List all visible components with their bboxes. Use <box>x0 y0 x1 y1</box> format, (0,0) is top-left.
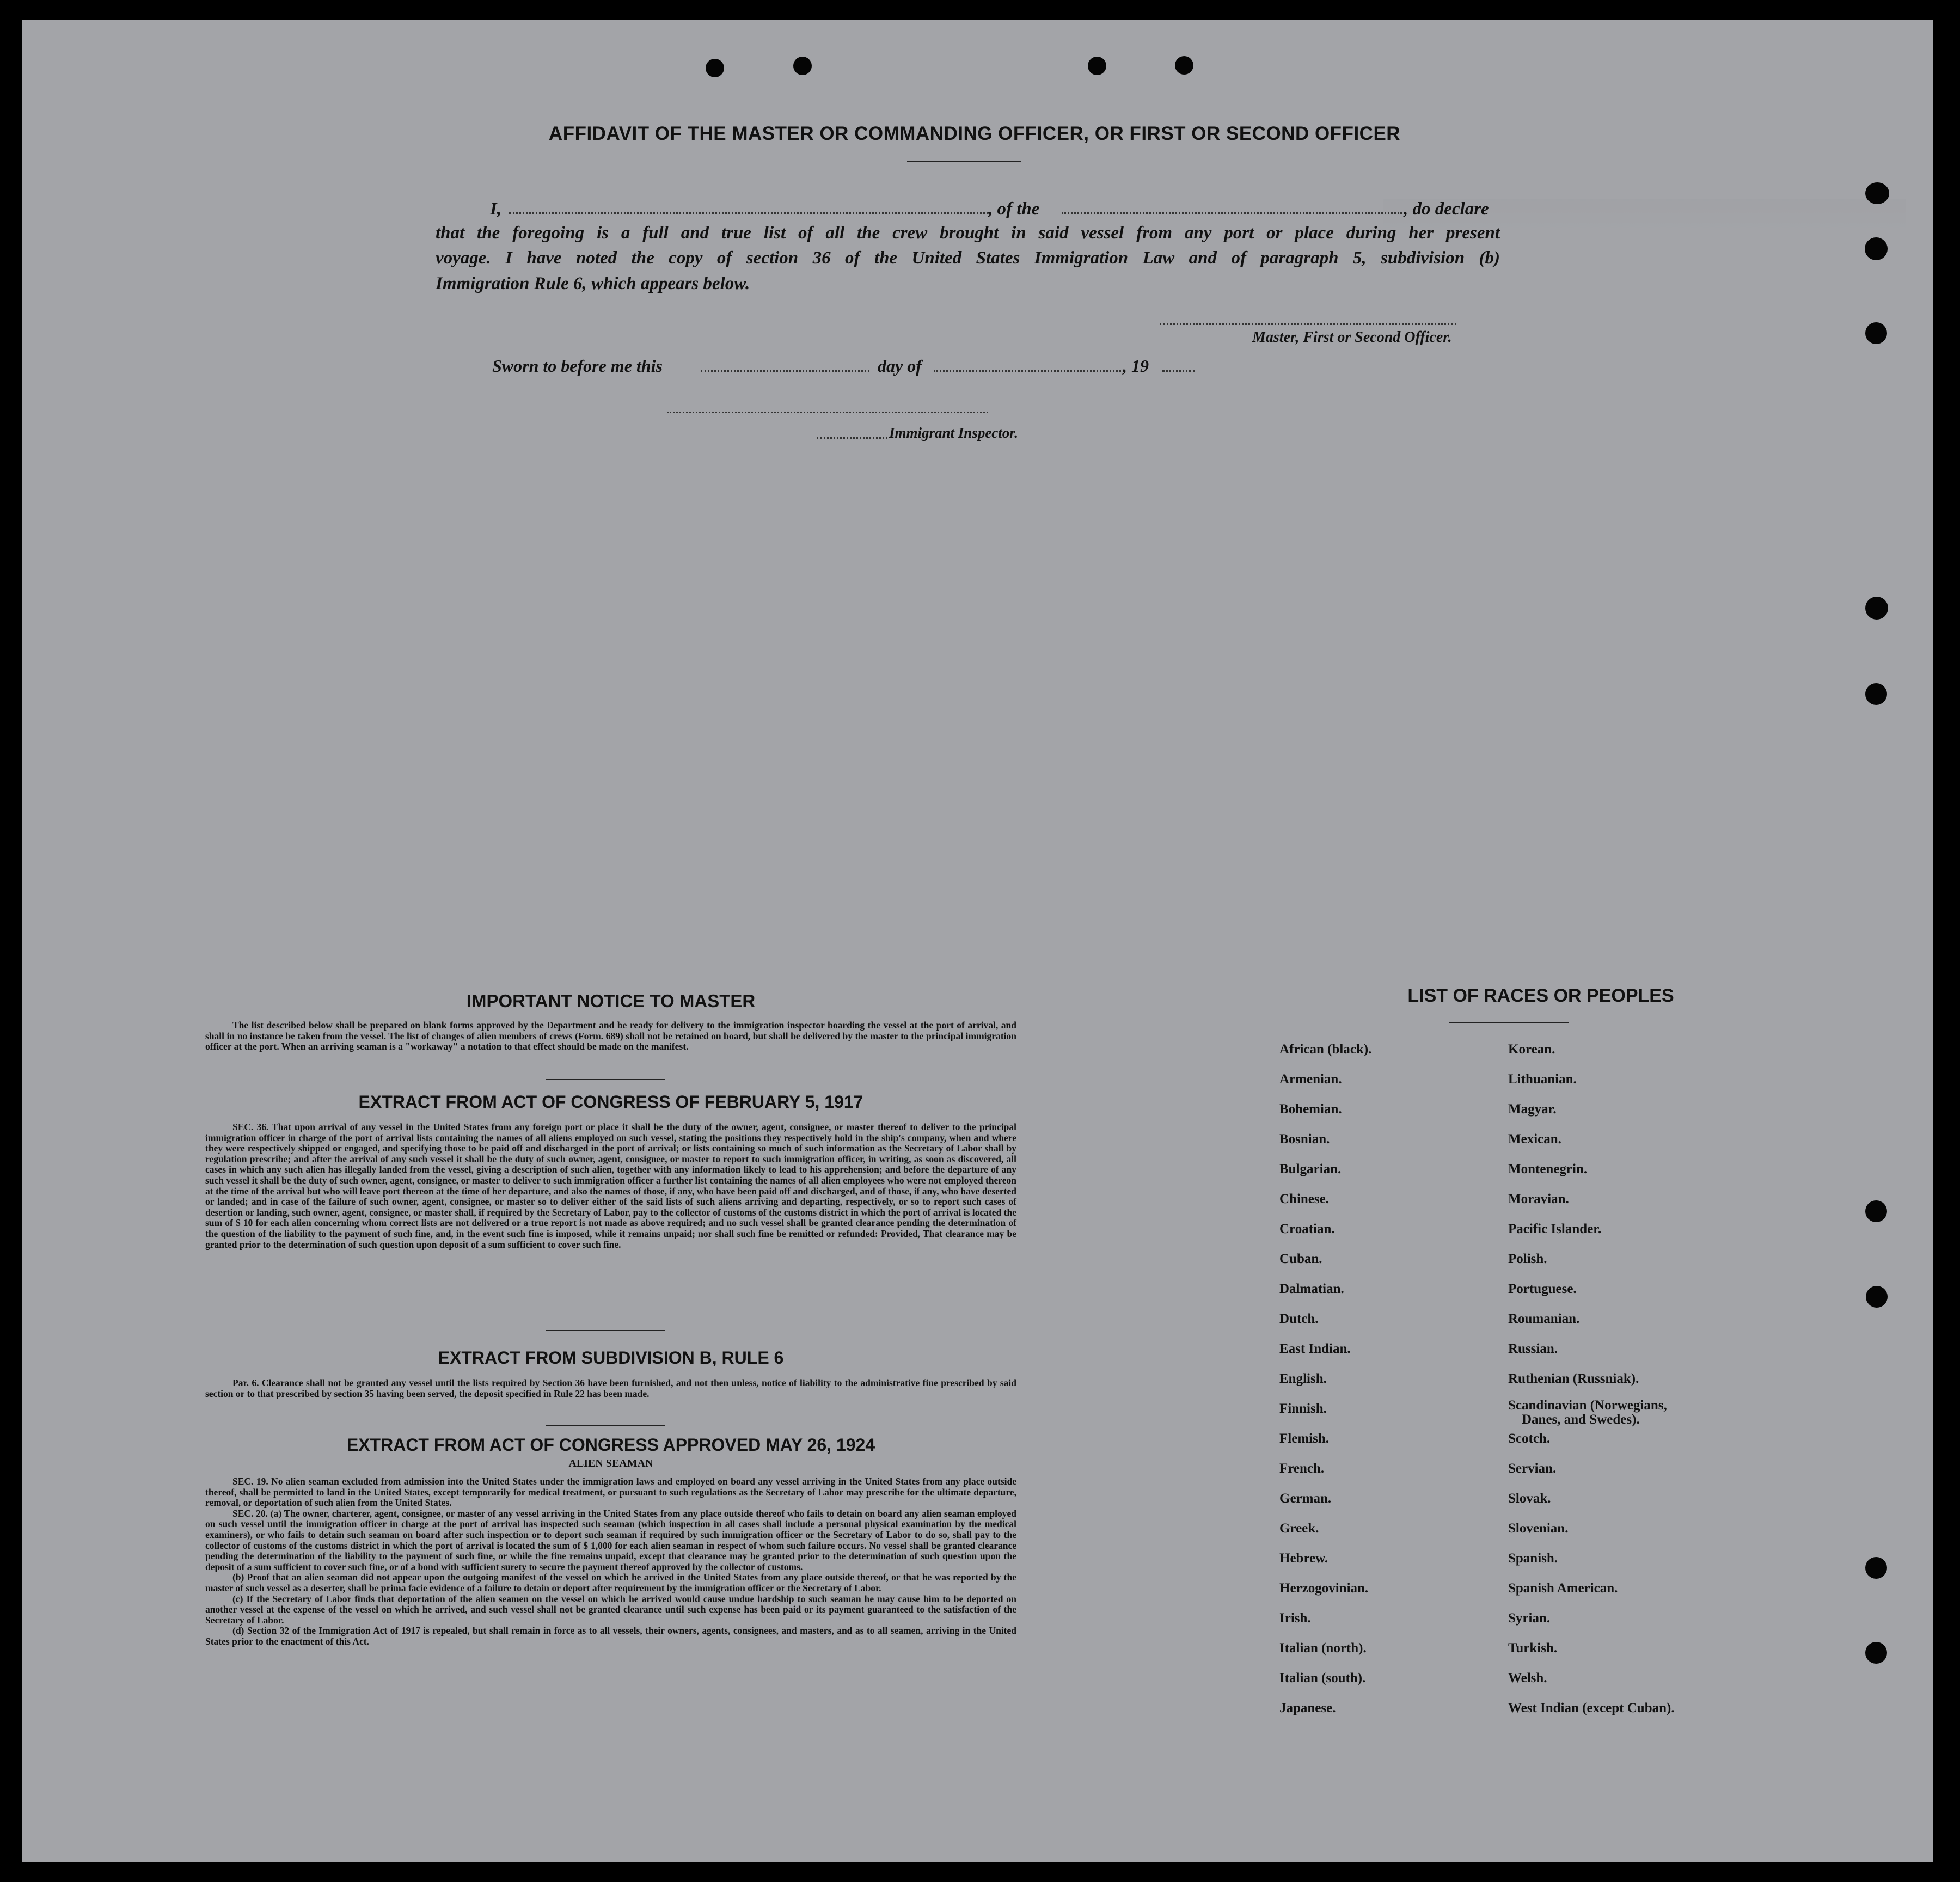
par6-paragraph: Par. 6. Clearance shall not be granted any vessel until the lists required by Section 36 have been furnished, and not then unless, notice of liability to the administrative fine prescribed by said section or to that prescribed by section 35 having been served, the deposit specified in Rule 22 has been made. <box>205 1377 1016 1399</box>
race-item: Slovak. <box>1508 1491 1551 1506</box>
race-item: French. <box>1279 1461 1325 1476</box>
punch-hole-icon <box>1865 683 1887 705</box>
race-item: Bohemian. <box>1279 1102 1342 1117</box>
notice-title: IMPORTANT NOTICE TO MASTER <box>466 991 756 1011</box>
race-item: Polish. <box>1508 1252 1547 1266</box>
race-item: Dutch. <box>1279 1311 1319 1326</box>
punch-hole-icon <box>1866 1286 1888 1308</box>
sec20d-paragraph: (d) Section 32 of the Immigration Act of 1917 is repealed, but shall remain in force as to all vessels, their owners, agents, consignees, and masters, and as to all seamen, arriving in the United States prior to the enactment of this Act. <box>205 1625 1016 1647</box>
section-rule <box>546 1079 665 1080</box>
sec36-paragraph: SEC. 36. That upon arrival of any vessel in the United States from any foreign port or place it shall be the duty of the owner, agent, consignee, or master thereof to deliver to the principal immigration officer in charge of the port of arrival lists containing the names of all aliens employed on such vessel, stating the positions they respectively hold in the ship's company, when and where they were respectively shipped or engaged, and specifying those to be paid off and discharged in the port of arrival; or lists containing so much of such information as the Secretary of Labor shall by regulation prescribe; and after the arrival of any such vessel it shall be the duty of such owner, agent, consignee, or master to report to such immigration officer, in writing, as soon as discovered, all cases in which any such alien has illegally landed from the vessel, giving a description of such alien, together with any information likely to lead to his apprehension; and before the departure of any such vessel it shall be the duty of such owner, agent, consignee, or master to deliver to such immigration officer a further list containing the names of all alien employees who were not employed thereon at the time of the arrival but who will leave port thereon at the time of her departure, and also the names of those, if any, who have been paid off and discharged, and of those, if any, who have deserted or landed; and in case of the failure of such owner, agent, consignee, or master so to deliver either of the said lists of such aliens arriving and departing, respectively, or so to report such cases of desertion or landing, such owner, agent, consignee, or master shall, if required by the Secretary of Labor, pay to the collector of customs of the customs district in which the port of arrival is located the sum of $ 10 for each alien concerning whom correct lists are not delivered or a true report is not made as above required; and no such vessel shall be granted clearance pending the determination of the question of the liability to the payment of such fine, and, in the event such fine is imposed, while it remains unpaid; nor shall such fine be remitted or refunded: Provided, That clearance may be granted prior to the determination of such question upon deposit of a sum sufficient to cover such fine. <box>205 1121 1016 1250</box>
section-rule <box>546 1330 665 1331</box>
race-item: English. <box>1279 1371 1327 1386</box>
race-item: Spanish. <box>1508 1551 1558 1566</box>
year-blank[interactable] <box>1162 370 1195 372</box>
race-item: Flemish. <box>1279 1431 1329 1446</box>
race-item: Mexican. <box>1508 1132 1561 1147</box>
affidavit-line-1: that the foregoing is a full and true list of all the crew brought in said vessel from any port or place during her present <box>436 223 1500 243</box>
race-item: Italian (south). <box>1279 1671 1366 1685</box>
title-rule <box>907 161 1021 162</box>
notice-section <box>205 991 1016 1052</box>
extract-rule6-text <box>205 1378 1016 1399</box>
race-item: West Indian (except Cuban). <box>1508 1701 1675 1715</box>
race-item: Turkish. <box>1508 1641 1558 1656</box>
race-item: Slovenian. <box>1508 1521 1569 1536</box>
inspector-dots <box>817 437 887 439</box>
extract-1917-section <box>205 1092 1016 1250</box>
sec19-paragraph: SEC. 19. No alien seaman excluded from admission into the United States under the immigration laws and employed on board any vessel arriving in the United States from any place outside thereof, shall be permitted to land in the United States, except temporarily for medical treatment, or pursuant to such regulations as the Secretary of Labor may prescribe for the ultimate departure, removal, or deportation of such alien from the United States. <box>205 1476 1016 1509</box>
race-item: Irish. <box>1279 1611 1311 1626</box>
affidavit-line-3: Immigration Rule 6, which appears below. <box>436 274 750 293</box>
extract-1924-section <box>205 1435 1016 1647</box>
punch-hole-icon <box>793 57 812 75</box>
race-item: Moravian. <box>1508 1192 1569 1206</box>
race-item: Montenegrin. <box>1508 1162 1588 1176</box>
race-item: Syrian. <box>1508 1611 1551 1626</box>
race-item: Danes, and Swedes). <box>1522 1412 1640 1427</box>
sworn-day-blank[interactable] <box>701 370 869 372</box>
races-title: LIST OF RACES OR PEOPLES <box>1407 985 1674 1006</box>
race-item: Italian (north). <box>1279 1641 1367 1656</box>
sec20a-paragraph: SEC. 20. (a) The owner, charterer, agent, consignee, or master of any vessel arriving in the United States from any place outside thereof who fails to detain on board any alien seaman employed on such vessel until the immigration officer in charge at the port of arrival has inspected such seaman (which inspection in all cases shall include a personal physical examination by the medical examiners), or who fails to detain such seaman on board after such inspection or to deport such seaman if required by such immigration officer or the Secretary of Labor to do so, shall pay to the collector of customs of the customs district in which the port of arrival is located the sum of $ 1,000 for each alien seaman in respect of whom such failure occurs. No vessel shall be granted clearance pending the determination of the liability to the payment of such fine, or while the fine remains unpaid, except that clearance may be granted prior to the determination of such question upon the deposit of a sum sufficient to cover such fine, or of a bond with sufficient surety to secure the payment thereof approved by the collector of customs. <box>205 1507 1016 1572</box>
race-item: Scotch. <box>1508 1431 1551 1446</box>
race-item: Herzogovinian. <box>1279 1581 1369 1596</box>
extract-rule6-section <box>205 1348 1016 1399</box>
punch-hole-icon <box>1865 597 1888 620</box>
sec20c-paragraph: (c) If the Secretary of Labor finds that deportation of the alien seamen on the vessel on which he arrived would cause undue hardship to such seaman he may cause him to be deported on another vessel at the expense of the vessel on which he arrived, and such vessel shall not be granted clearance until such expense has been paid or its payment guaranteed to the satisfaction of the Secretary of Labor. <box>205 1593 1016 1626</box>
race-item: Lithuanian. <box>1508 1072 1577 1087</box>
punch-hole-icon <box>1865 237 1888 260</box>
race-item: Roumanian. <box>1508 1311 1580 1326</box>
sworn-label: Sworn to before me this <box>492 356 663 376</box>
punch-hole-icon <box>1175 56 1193 75</box>
races-rule <box>1449 1022 1569 1023</box>
race-item: Dalmatian. <box>1279 1282 1344 1296</box>
race-item: German. <box>1279 1491 1332 1506</box>
race-item: Finnish. <box>1279 1401 1327 1416</box>
section-rule <box>546 1425 665 1426</box>
race-item: Ruthenian (Russniak). <box>1508 1371 1639 1386</box>
race-item: African (black). <box>1279 1042 1372 1057</box>
master-signature-label: Master, First or Second Officer. <box>1252 329 1452 346</box>
punch-hole-icon <box>1088 57 1106 75</box>
race-item: Spanish American. <box>1508 1581 1618 1596</box>
punch-hole-icon <box>1865 1200 1887 1222</box>
race-item: Magyar. <box>1508 1102 1557 1117</box>
punch-hole-icon <box>1865 322 1887 344</box>
sworn-month-blank[interactable] <box>934 370 1124 372</box>
race-item: Japanese. <box>1279 1701 1336 1715</box>
extract-1917-title: EXTRACT FROM ACT OF CONGRESS OF FEBRUARY 5, 1917 <box>358 1092 863 1112</box>
race-item: Hebrew. <box>1279 1551 1328 1566</box>
declare-i: I, <box>490 199 502 219</box>
declare-of: , of the <box>988 199 1040 219</box>
extract-1917-text <box>205 1122 1016 1250</box>
race-item: Pacific Islander. <box>1508 1222 1602 1236</box>
punch-hole-icon <box>1865 1642 1887 1664</box>
year-label: , 19 <box>1123 356 1149 376</box>
race-item: Bosnian. <box>1279 1132 1330 1147</box>
race-item: Korean. <box>1508 1042 1555 1057</box>
declare-do: , do declare <box>1404 199 1489 219</box>
extract-1924-text <box>205 1476 1016 1647</box>
race-item: Armenian. <box>1279 1072 1342 1087</box>
day-of-label: day of <box>878 356 922 376</box>
punch-hole-icon <box>1865 1557 1887 1579</box>
affidavit-title: AFFIDAVIT OF THE MASTER OR COMMANDING OFFICER, OR FIRST OR SECOND OFFICER <box>548 123 1401 144</box>
notice-text <box>205 1020 1016 1052</box>
master-signature-blank[interactable] <box>1160 323 1456 325</box>
alien-seaman-subtitle: ALIEN SEAMAN <box>568 1457 653 1469</box>
race-item: Chinese. <box>1279 1192 1329 1206</box>
race-item: Russian. <box>1508 1341 1558 1356</box>
race-item: Welsh. <box>1508 1671 1547 1685</box>
race-item: East Indian. <box>1279 1341 1351 1356</box>
race-item: Croatian. <box>1279 1222 1335 1236</box>
vessel-blank[interactable] <box>1062 212 1402 214</box>
race-item: Cuban. <box>1279 1252 1322 1266</box>
name-blank[interactable] <box>509 212 988 214</box>
race-item: Greek. <box>1279 1521 1319 1536</box>
punch-hole-icon <box>1865 182 1889 204</box>
race-item: Servian. <box>1508 1461 1557 1476</box>
sec20b-paragraph: (b) Proof that an alien seaman did not appear upon the outgoing manifest of the vessel on which he arrived in the United States from any place outside thereof, or that he was reported by the master of such vessel as a deserter, shall be prima facie evidence of a failure to detain or deport after requirement by the immigration officer or the Secretary of Labor. <box>205 1572 1016 1593</box>
race-item: Scandinavian (Norwegians, <box>1508 1398 1667 1413</box>
race-item: Portuguese. <box>1508 1282 1577 1296</box>
inspector-signature-blank[interactable] <box>667 412 988 413</box>
race-item: Bulgarian. <box>1279 1162 1342 1176</box>
affidavit-line-2: voyage. I have noted the copy of section 36 of the United States Immigration Law and of paragraph 5, subdivision (b) <box>436 248 1500 268</box>
extract-1924-title: EXTRACT FROM ACT OF CONGRESS APPROVED MAY 26, 1924 <box>346 1435 875 1455</box>
inspector-label: Immigrant Inspector. <box>889 425 1019 441</box>
notice-paragraph: The list described below shall be prepared on blank forms approved by the Department and be ready for delivery to the immigration inspector boarding the vessel at the port of arrival, and shall in no instance be taken from the vessel. The list of changes of alien members of crews (Form. 689) shall not be retained on board, but shall be delivered by the master to the principal immigration officer at the port. When an arriving seaman is a "workaway" a notation to that effect should be made on the manifest. <box>205 1020 1016 1052</box>
punch-hole-icon <box>706 59 724 77</box>
extract-rule6-title: EXTRACT FROM SUBDIVISION B, RULE 6 <box>438 1348 784 1368</box>
